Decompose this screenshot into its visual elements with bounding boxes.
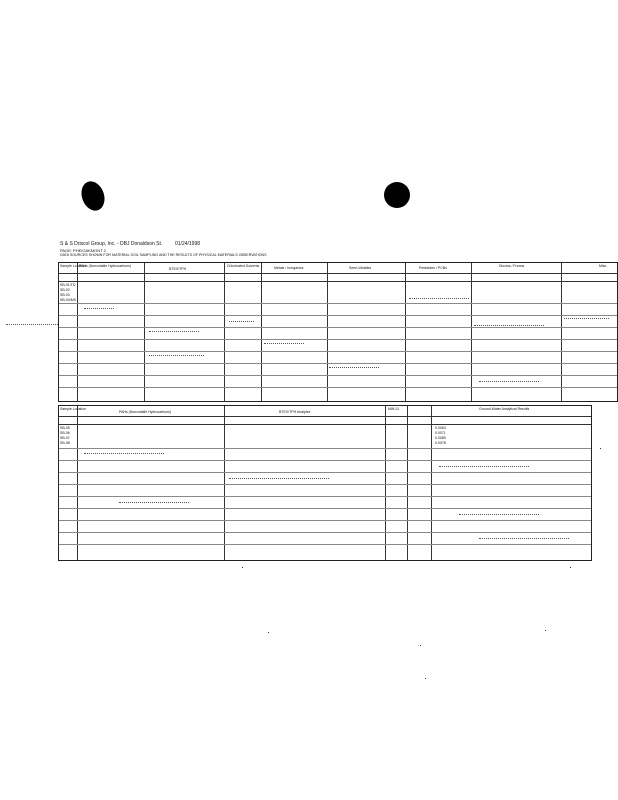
row-label: SB-08 bbox=[60, 441, 70, 445]
result-id: 0.0089 bbox=[435, 436, 446, 440]
row-label: SB-05 bbox=[60, 426, 70, 430]
col-header-groundwater: Ground Water Analytical Results bbox=[479, 407, 530, 411]
col-header-dioxins: Dioxins / Furans bbox=[499, 264, 525, 268]
col-header-mw: MW-01 bbox=[388, 407, 400, 411]
col-header-pahs: PAHs (Nonvolatile Hydrocarbons) bbox=[119, 410, 172, 414]
row-label: SB-02 bbox=[60, 288, 70, 292]
result-id: 0.0063 bbox=[435, 426, 446, 430]
col-header-metals: Metals / Inorganics bbox=[274, 266, 304, 270]
col-header-sample-location: Sample Location bbox=[60, 407, 87, 411]
col-header-misc: Misc. bbox=[599, 264, 608, 268]
col-header-btex: BTEX/TPH Analytes bbox=[279, 410, 311, 414]
row-label: SB-06 bbox=[60, 431, 70, 435]
col-header-chlorinated: Chlorinated Solvents bbox=[227, 264, 260, 268]
row-label: SB-01/TD bbox=[60, 283, 76, 287]
bottom-results-table bbox=[58, 405, 592, 561]
row-label: SB-03 bbox=[60, 293, 70, 297]
result-id: 0.0071 bbox=[435, 431, 446, 435]
top-results-table bbox=[58, 262, 618, 402]
row-label: SB-07 bbox=[60, 436, 70, 440]
col-header-pesticides: Pesticides / PCBs bbox=[419, 266, 447, 270]
document-date: 01/24/1998 bbox=[175, 241, 201, 247]
binder-hole-right bbox=[384, 182, 410, 208]
col-header-sample-location: Sample Location bbox=[60, 264, 87, 268]
col-header-semivolatiles: Semi-Volatiles bbox=[349, 266, 372, 270]
col-header-pahs: PAHs (Nonvolatile Hydrocarbons) bbox=[79, 264, 132, 268]
document-description: DATA SOURCES SHOWN FOR MATERIAL SOIL SAMPLING AND THE RESULTS OF PHYSICAL MATERIALS OBSERVATIONS bbox=[60, 253, 267, 257]
result-id: 0.0078 bbox=[435, 441, 446, 445]
row-label: SB-04/MS bbox=[60, 298, 76, 302]
document-title: S & S Driscol Group, Inc. - DBJ Donaldson St. bbox=[60, 241, 163, 247]
binder-hole-left bbox=[78, 178, 109, 214]
col-header-btex: BTEX/TPH bbox=[169, 267, 187, 271]
document-subtitle: PAGE: PHE/OAKMONT 2 bbox=[60, 248, 106, 253]
